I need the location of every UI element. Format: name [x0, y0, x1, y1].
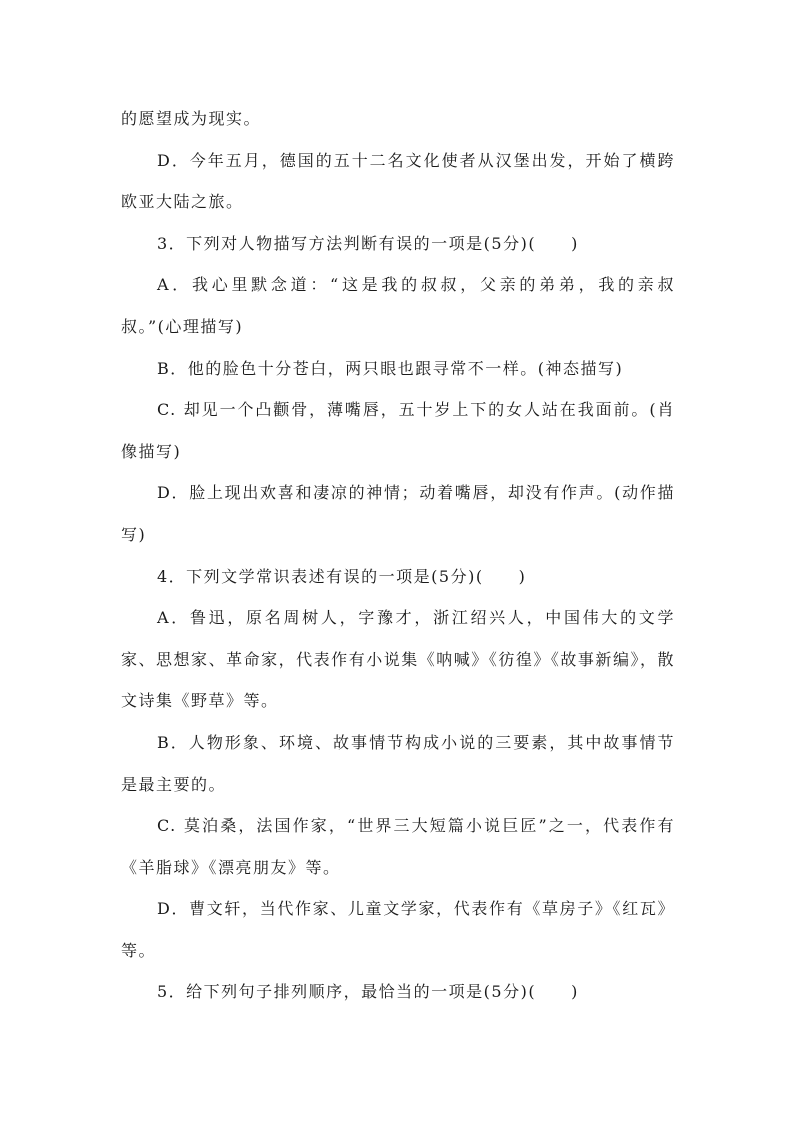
question-4: 4．下列文学常识表述有误的一项是(5分)( )	[157, 566, 527, 586]
option-4d: D．曹文轩，当代作家、儿童文学家，代表作有《草房子》《红瓦》等。	[121, 899, 675, 960]
question-5: 5．给下列句子排列顺序，最恰当的一项是(5分)( )	[157, 982, 579, 1002]
option-3d: D．脸上现出欢喜和凄凉的神情；动着嘴唇，却没有作声。(动作描写)	[121, 483, 675, 544]
document-body	[121, 98, 675, 1013]
option-2d: D．今年五月，德国的五十二名文化使者从汉堡出发，开始了横跨欧亚大陆之旅。	[121, 150, 675, 212]
option-3b: B．他的脸色十分苍白，两只眼也跟寻常不一样。(神态描写)	[157, 358, 624, 378]
option-4a: A．鲁迅，原名周树人，字豫才，浙江绍兴人，中国伟大的文学家、思想家、革命家，代表作有小说集《呐喊》《彷徨》《故事新编》，散文诗集《野草》等。	[121, 608, 675, 711]
continuation-line: 的愿望成为现实。	[121, 109, 262, 128]
option-3c: C. 却见一个凸颧骨，薄嘴唇，五十岁上下的女人站在我面前。(肖像描写)	[121, 400, 675, 461]
option-3a: A．我心里默念道：“这是我的叔叔，父亲的弟弟，我的亲叔叔。”(心理描写)	[121, 275, 675, 336]
option-4b: B．人物形象、环境、故事情节构成小说的三要素，其中故事情节是最主要的。	[121, 732, 675, 794]
option-4c: C. 莫泊桑，法国作家，“世界三大短篇小说巨匠”之一，代表作有《羊脂球》《漂亮朋友》等。	[121, 816, 675, 877]
question-3: 3．下列对人物描写方法判断有误的一项是(5分)( )	[157, 233, 579, 253]
